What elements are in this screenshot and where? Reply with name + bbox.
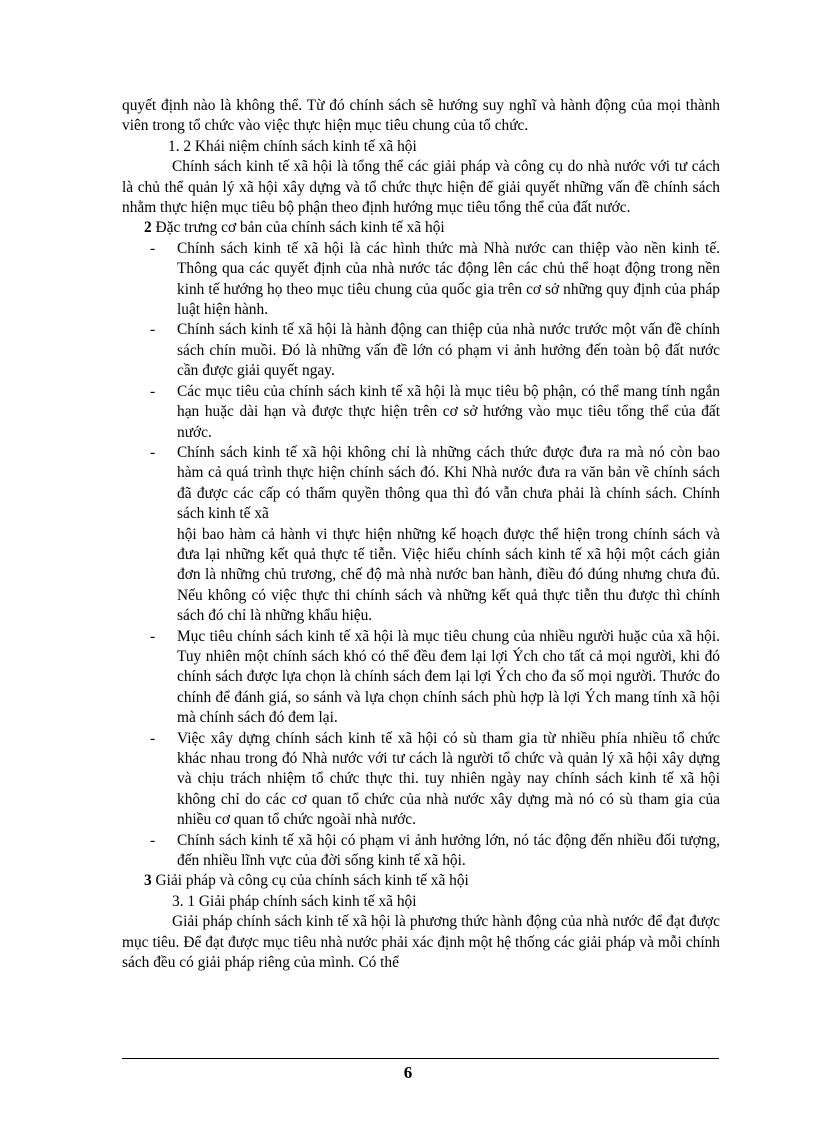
dash-bullet: - (150, 627, 156, 645)
heading-3 (122, 871, 720, 891)
list-item-continuation: hội bao hàm cả hành vi thực hiện những kế hoạch được thể hiện trong chính sách và đưa lại những kết quả thực tế tiễn. Việc hiểu chính sách kinh tế xã hội một cách giản đơn là những chủ trương, chế độ mà nhà nước ban hành, điều đó đúng nhưng chưa đủ. Nếu không có việc thực thi chính sách và những kết quả thực tiễn thu được thì chính sách đó chỉ là những khẩu hiệu. (177, 525, 720, 625)
page-content (122, 96, 720, 973)
list-item-text: Mục tiêu chính sách kinh tế xã hội là mục tiêu chung của nhiều người huặc của xã hội. Tuy nhiên một chính sách khó có thể đều đem lại lợi Ých cho tất cả mọi người, khi đó chính sách được lựa chọn là chính sách đem lại lợi Ých cho đa số mọi người. Thước đo chính để đánh giá, so sánh và lựa chọn chính sách phù hợp là lợi Ých mang tính xã hội mà chính sách đó đem lại. (177, 627, 720, 727)
heading-2-number: 2 (144, 219, 152, 237)
paragraph-intro: quyết định nào là không thể. Từ đó chính sách sẽ hướng suy nghĩ và hành động của mọi thành viên trong tổ chức vào việc thực hiện mục tiêu chung của tổ chức. (122, 97, 720, 135)
dash-bullet: - (150, 729, 156, 747)
page-number: 6 (403, 1063, 413, 1082)
heading-2 (122, 218, 720, 238)
list-item-text: Việc xây dựng chính sách kinh tế xã hội có sù tham gia từ nhiều phía nhiều tổ chức khác nhau trong đó Nhà nước với tư cách là người tổ chức và quản lý xã hội xây dựng và chịu trách nhiệm tổ chức thực thi. tuy nhiên ngày nay chính sách kinh tế xã hội không chỉ do các cơ quan tổ chức của nhà nước xây dựng mà nó có sù tham gia của nhiều cơ quan tổ chức ngoài nhà nước. (177, 729, 720, 829)
paragraph-definition: Chính sách kinh tế xã hội là tổng thể các giải pháp và công cụ do nhà nước với tư cách là chủ thể quản lý xã hội xây dựng và tổ chức thực hiện để giải quyết những vấn đề chính sách nhằm thực hiện mục tiêu bộ phận theo định hướng mục tiêu tổng thể của đất nước. (122, 158, 720, 217)
list-item (122, 239, 720, 321)
list-item-text: Chính sách kinh tế xã hội không chỉ là những cách thức được đưa ra mà nó còn bao hàm cả quá trình thực hiện chính sách đó. Khi Nhà nước đưa ra văn bản về chính sách đã được các cấp có thẩm quyền thông qua thì đó vẫn chưa phải là chính sách. Chính sách kinh tế xã (177, 443, 720, 523)
heading-3-1: 3. 1 Giải pháp chính sách kinh tế xã hội (172, 892, 417, 910)
list-item (122, 627, 720, 729)
list-item-text: Chính sách kinh tế xã hội có phạm vi ảnh hưởng lớn, nó tác động đến nhiều đối tượng, đến nhiều lĩnh vực của đời sống kinh tế xã hội. (177, 831, 720, 870)
heading-3-number: 3 (144, 872, 152, 890)
list-item (122, 443, 720, 525)
list-item-text: Chính sách kinh tế xã hội là hành động can thiệp của nhà nước trước một vấn đề chính sách chín muồi. Đó là những vấn đề lớn có phạm vi ảnh hưởng đến toàn bộ đất nước cần được giải quyết ngay. (177, 321, 720, 380)
list-item (122, 382, 720, 443)
dash-bullet: - (150, 443, 156, 461)
dash-bullet: - (150, 831, 156, 849)
heading-3-text: Giải pháp và công cụ của chính sách kinh tế xã hội (151, 872, 469, 890)
footer-divider (122, 1058, 719, 1059)
list-item-text: Các mục tiêu của chính sách kinh tế xã hội là mục tiêu bộ phận, có thể mang tính ngắn hạn huặc dài hạn và được thực hiện trên cơ sở hướng vào mục tiêu tổng thể của đất nước. (177, 382, 720, 441)
dash-bullet: - (150, 382, 156, 400)
characteristics-list (122, 239, 720, 525)
list-item (122, 320, 720, 381)
heading-1-2: 1. 2 Khái niệm chính sách kinh tế xã hội (168, 137, 417, 155)
dash-bullet: - (150, 321, 156, 339)
list-item-text: Chính sách kinh tế xã hội là các hình thức mà Nhà nước can thiệp vào nền kinh tế. Thông qua các quyết định của nhà nước tác động lên các chủ thể hoạt động trong nền kinh tế hướng họ theo mục tiêu chung của quốc gia trên cơ sở những quy định của pháp luật hiện hành. (177, 239, 720, 319)
list-item (122, 831, 720, 872)
list-item (122, 729, 720, 831)
paragraph-solutions: Giải pháp chính sách kinh tế xã hội là phương thức hành động của nhà nước để đạt được mục tiêu. Để đạt được mục tiêu nhà nước phải xác định một hệ thống các giải pháp và mỗi chính sách đều có giải pháp riêng của mình. Có thể (122, 913, 720, 972)
dash-bullet: - (150, 239, 156, 257)
characteristics-list-continued (122, 627, 720, 872)
heading-2-text: Đặc trưng cơ bản của chính sách kinh tế xã hội (151, 219, 445, 237)
